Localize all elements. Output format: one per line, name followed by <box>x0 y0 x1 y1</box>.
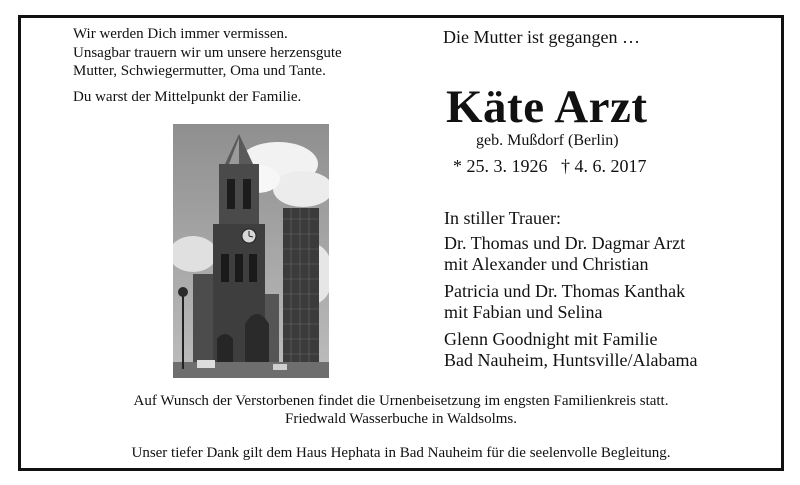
death-date: † 4. 6. 2017 <box>561 156 647 176</box>
mourning-heading: In stiller Trauer: <box>444 208 561 228</box>
verse-line: Mutter, Schwiegermutter, Oma und Tante. <box>73 63 326 79</box>
mourner-line: Patricia und Dr. Thomas Kanthak <box>444 281 686 301</box>
quote: Die Mutter ist gegangen … <box>443 27 640 47</box>
mourners-block <box>444 208 697 377</box>
deceased-name: Käte Arzt <box>446 81 648 133</box>
mourner-line: mit Alexander und Christian <box>444 254 649 274</box>
mourner-line: mit Fabian und Selina <box>444 302 603 322</box>
mourner-group <box>444 329 697 371</box>
maiden-name: geb. Mußdorf (Berlin) <box>476 132 619 149</box>
mourner-line: Glenn Goodnight mit Familie <box>444 329 658 349</box>
mourner-group <box>444 233 697 275</box>
thanks-line: Unser tiefer Dank gilt dem Haus Hephata in Bad Nauheim für die seelenvolle Begleitung. <box>131 445 671 461</box>
mourner-line: Bad Nauheim, Huntsville/Alabama <box>444 350 698 370</box>
church-photo <box>173 124 329 378</box>
centerpiece-line: Du warst der Mittelpunkt der Familie. <box>73 89 302 105</box>
verse <box>73 25 342 81</box>
birth-date: * 25. 3. 1926 <box>453 156 548 176</box>
mourner-line: Dr. Thomas und Dr. Dagmar Arzt <box>444 233 686 253</box>
burial-line: Auf Wunsch der Verstorbenen findet die Urnenbeisetzung im engsten Familienkreis statt. <box>133 393 669 409</box>
mourner-group <box>444 281 697 323</box>
verse-line: Wir werden Dich immer vermissen. <box>73 26 288 42</box>
life-dates <box>453 156 647 177</box>
burial-line: Friedwald Wasserbuche in Waldsolms. <box>285 411 517 427</box>
obituary-frame <box>18 15 784 471</box>
burial-notice <box>21 392 781 428</box>
verse-line: Unsagbar trauern wir um unsere herzensgute <box>73 44 342 61</box>
